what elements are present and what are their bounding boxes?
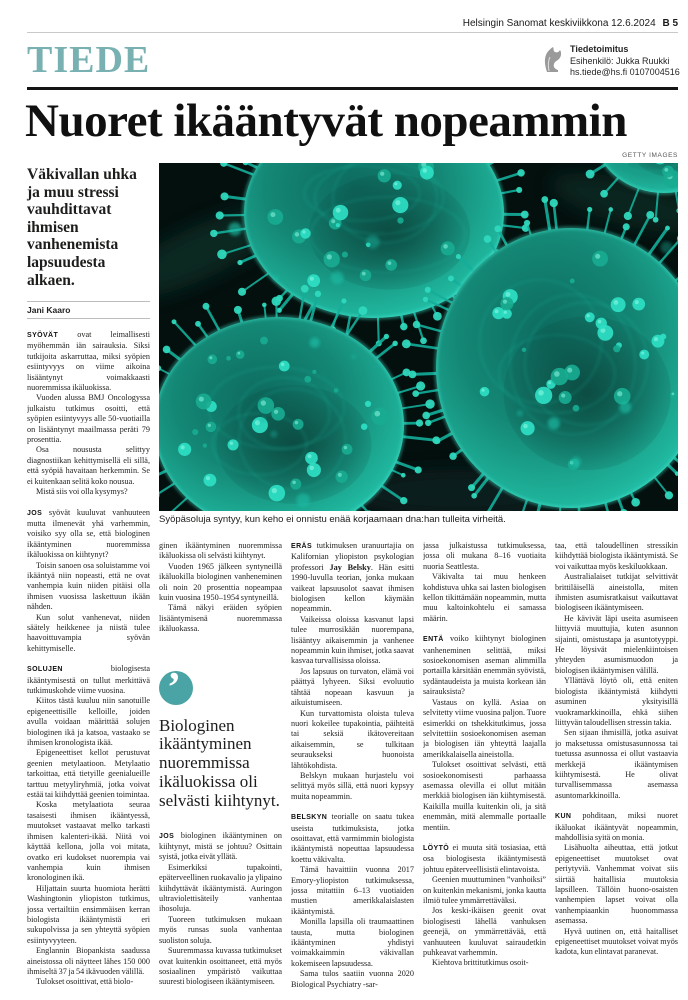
body-paragraph: KUN pohditaan, miksi nuoret ikäluokat ikääntyvät nopeammin, mahdollisia syitä on monia. — [555, 811, 678, 842]
body-paragraph: Toisin sanoen osa soluistamme voi ikääntyä niin nopeasti, että ne ovat vanhempia kuin niiden pitäisi olla ihmisen vuosissa laskettuun ikään nähden. — [27, 560, 150, 612]
body-paragraph: Tämä näkyi eräiden syöpien lisääntymisenä nuoremmassa ikäluokassa. — [159, 603, 282, 634]
body-paragraph: Epigeneettiset kellot perustuvat geenien metylaatioon. Metylaatio tarkoittaa, että tietyille geenialueille tarttuu metyyliryhmiä, jotka voivat estää tai kiihdyttää geenien toimintaa. — [27, 748, 150, 800]
body-paragraph: Vuoden alussa BMJ Oncologyssa julkaistu tutkimus osoitti, että syöpien esiintyvyys alle 50-vuotiailla on lisääntynyt maailmassa peräti 79 prosenttia. — [27, 393, 150, 445]
body-paragraph: Väkivalta tai muu henkeen kohdistuva uhka sai lasten biologisen kellon tikittämään nopeammin, mutta muu kaltoinkohtelu ei samassa määrin. — [423, 572, 546, 623]
body-column-4 — [423, 541, 546, 990]
body-paragraph: Jos keski-ikäisen geenit ovat biologisesti lähellä vanhuksen geenejä, on ymmärrettävää, että vanhuuteen kuuluvat sairaudetkin puhkeavat varhemmin. — [423, 906, 546, 958]
body-column-5 — [555, 541, 678, 990]
masthead-rule-thick — [27, 87, 678, 90]
byline-rule-bottom — [27, 318, 150, 319]
paragraph-lead: ERÄS — [291, 543, 313, 550]
department-name: Tiedetoimitus — [570, 44, 629, 54]
quote-icon — [159, 671, 193, 705]
body-paragraph: Englannin Biopankista saadussa aineistossa oli näytteet lähes 150 000 ihmiseltä 37 ja 54 ikävuoden välillä. — [27, 946, 150, 976]
body-paragraph: Tuoreen tutkimuksen mukaan myös runsas suola vanhentaa suoliston soluja. — [159, 914, 282, 945]
body-paragraph: SYÖVÄT ovat leimallisesti myöhemmän iän sairauksia. Siksi tutkijoita askarruttaa, miksi syöpien esiintyvyys on viime aikoina lisääntynyt voimakkaasti nuoremmissa ikäluokissa. — [27, 330, 150, 393]
body-paragraph: ERÄS tutkimuksen uranuurtajia on Kalifornian yliopiston psykologian professori Jay Belsky. Hän esitti 1990-luvulla teorian, jonka mukaan vaikeat lapsuusolot saavat ihmisen biologisen kellon käymään nopeammin. — [291, 541, 414, 614]
edition-text: Helsingin Sanomat keskiviikkona 12.6.2024 — [462, 18, 656, 29]
photo-credit: GETTY IMAGES — [622, 152, 678, 159]
body-paragraph: Jos lapsuus on turvaton, elämä voi päättyä lyhyeen. Siksi evoluutio tähtää nopeaan kasvuun ja aikuistumiseen. — [291, 666, 414, 708]
paragraph-lead: LÖYTÖ — [423, 844, 450, 852]
paragraph-lead: KUN — [555, 813, 572, 821]
body-paragraph: Hyvä uutinen on, että haitalliset epigeneettiset muutokset voivat myös kadota, kun elintavat paranevat. — [555, 926, 678, 957]
bottom-columns — [159, 541, 678, 990]
section-title: TIEDE — [27, 39, 151, 81]
body-paragraph: Koska metylaatiota seuraa tasaisesti ihmisen ikääntyessä, muutokset vastaavat melko tarkasti ihmisen kalenteri-ikää. Niitä voi käyttää kellona, jolla voi mitata, ovatko eri kudokset nuorempia vai vanhempia kuin ihmisen kronologinen ikä. — [27, 800, 150, 883]
body-column-2 — [159, 541, 282, 990]
photo-caption: Syöpäsoluja syntyy, kun keho ei onnistu enää korjaamaan dna:han tulleita virheitä. — [159, 514, 506, 525]
department-editor: Esihenkilö: Jukka Ruukki — [570, 55, 670, 66]
body-column-3 — [291, 541, 414, 990]
edition-line — [27, 18, 678, 29]
body-paragraph: ENTÄ voiko kiihtynyt biologinen vanheneminen selittää, miksi sosioekonomisen aseman alimmilla portailla kärsitään enemmän syövistä, sydäntaudeista ja muista korkean iän sairauksista? — [423, 634, 546, 697]
body-paragraph: Mistä siis voi olla kysymys? — [36, 487, 128, 497]
body-paragraph: JOS biologinen ikääntyminen on kiihtynyt, mistä se johtuu? Osittain syistä, jotka eivät yllätä. — [159, 830, 282, 862]
body-paragraph: Belskyn mukaan hurjastelu voi selittyä myös sillä, että nuori kypsyy muita nopeammin. — [291, 770, 414, 801]
body-paragraph: He kävivät läpi useita asumiseen liittyviä muuttujia, kuten asunnon sijainti, omistustapa ja asuntotyyppi. He löysivät mielenkiintoisen yhteyden asumismuodon ja biologisen ikääntymisen välillä. — [555, 613, 678, 675]
body-paragraph: LÖYTÖ ei muuta sitä tosiasiaa, että osa biologisesta ikääntymisestä johtuu epäterveellisistä elintavoista. — [423, 842, 546, 874]
paragraph-lead: BELSKYN — [291, 814, 328, 822]
article-headline: Nuoret ikääntyvät nopeammin — [25, 95, 627, 147]
body-paragraph: jassa julkaistussa tutkimuksessa, jossa oli mukana 8–16 vuotiaita nuoria Seattlesta. — [423, 541, 546, 571]
body-paragraph: taa, että taloudellinen stressikin kiihdyttää biologista ikääntymistä. Se voi vaikuttaa myös keskiluokkaan. — [555, 541, 678, 571]
department-contact: hs.tiede@hs.fi 0107004516 — [570, 67, 680, 77]
byline: Jani Kaaro — [27, 305, 71, 315]
body-paragraph: Geenien muuttuminen ”vanhoiksi” on kuitenkin mekanismi, jonka kautta ilmiö tulee ymmärrettäväksi. — [423, 875, 546, 905]
body-paragraph: Kiitos tästä kuuluu niin sanotuille epigeneettisille kelloille, joiden avulla voidaan määrittää solujen biologinen ikä ja katsoa, vastaako se ihmisen kronologista ikää. — [27, 696, 150, 748]
body-paragraph: ginen ikääntyminen nuoremmissa ikäluokissa oli selvästi kiihtynyt. — [159, 541, 282, 561]
body-paragraph: Vuoden 1965 jälkeen syntyneillä ikäluokilla biologinen vanheneminen oli noin 20 prosenttia nopeampaa kuin vuosina 1950–1954 syntyneillä. — [159, 561, 282, 603]
body-paragraph: Tulokset osoittivat, että biolo- — [36, 977, 134, 987]
body-paragraph: Esimerkiksi tupakointi, epäterveellinen ruokavalio ja ylipaino kiihdyttävät ikääntymistä. Auringon ultraviolettisäteily vanhentaa ihosoluja. — [159, 862, 282, 914]
body-paragraph: Suuremmassa kuvassa tutkimukset ovat kuitenkin osoittaneet, että myös sosiaalinen ympäristö vaikuttaa suuresti biologiseen ikääntymiseen. — [159, 946, 282, 987]
body-paragraph: Tämä havaittiin vuonna 2017 Emory-yliopiston tutkimuksessa, jossa mitattiin 6–13 vuotiaiden mustien amerikkalaislasten ikääntymistä. — [291, 865, 414, 916]
column-2-top — [159, 541, 282, 635]
paragraph-lead: JOS — [159, 832, 175, 840]
column-2-bottom — [159, 831, 282, 988]
body-paragraph: SOLUJEN biologisesta ikääntymisestä on tullut merkittävä tutkimuskohde viime vuosina. — [27, 664, 150, 695]
pull-quote-text: Biologinen ikääntyminen nuoremmissa ikäluokissa oli selvästi kiihtynyt. — [159, 715, 280, 810]
cancer-cells-illustration — [159, 163, 678, 511]
department-block — [570, 44, 680, 79]
hs-lion-crest-icon — [541, 44, 565, 74]
body-paragraph: Hiljattain suurta huomiota herätti Washingtonin yliopiston tutkimus, jossa vertailtiin ensimmäisen kerran biologista ikääntymistä eri sukupolvissa ja sen yhteyttä syöpien esiintyvyyteen. — [27, 883, 150, 945]
masthead-rule-thin — [27, 32, 678, 33]
paragraph-lead: SYÖVÄT — [27, 332, 59, 339]
body-paragraph: Monilla lapsilla oli traumaattinen tausta, mutta biologinen ikääntyminen yhdistyi voimakkaimmin väkivallan kokemiseen lapsuudessa. — [291, 917, 414, 968]
body-paragraph: Yllättävä löytö oli, että eniten biologista ikääntymistä kiihdytti asuminen yksityisillä vuokramarkkinoilla, ehkä siihen liittyvän taloudellisen stressin takia. — [555, 676, 678, 727]
paragraph-lead: JOS — [27, 509, 43, 517]
body-paragraph: Vastaus on kyllä. Asiaa on selvitetty viime vuosina paljon. Tuore esimerkki on tshekkitutkimus, jossa selvitettiin sosioekonomisen aseman ja biologisen iän yhteyttä laajalla amerikkalaisella aineistolla. — [423, 697, 546, 759]
body-paragraph: Kiehtova brittitutkimus osoit- — [432, 958, 529, 968]
standfirst: Väkivallan uhka ja muu stressi vauhdittavat ihmisen vanhenemista lapsuudesta alkaen. — [27, 166, 137, 289]
body-paragraph: Sen sijaan ihmisillä, jotka asuivat jo maksetussa omistusasunnossa tai tuetussa asunnossa ei ollut vastaavia merkkejä ikääntymisen kiihtymisestä. He olivat turvallisemmassa asemassa asuntomarkkinoilla. — [555, 728, 678, 800]
body-paragraph: Kun solut vanhenevat, niiden säätely heikkenee ja niistä tulee haavoittuvampia syövän kehittymiselle. — [27, 612, 150, 653]
body-column-1 — [27, 330, 150, 992]
body-paragraph: Osa noususta selittyy diagnostiikan kehittymisellä eli sillä, että syöpiä havaitaan herkemmin. Se ei kuitenkaan selitä koko nousua. — [27, 445, 150, 486]
body-paragraph: Sama tulos saatiin vuonna 2020 Biological Psychiatry -sar- — [291, 969, 414, 989]
body-paragraph: Tulokset osoittivat selvästi, että sosioekonomisesti parhaassa asemassa olevilla ei ollut mitään merkkiä biologisen iän kiihtymisestä. Kaikilla muilla kuitenkin oli, ja sitä enemmän, mitä alemmalle portaalle mentiin. — [423, 760, 546, 832]
body-paragraph: JOS syövät kuuluvat vanhuuteen mutta ilmenevät yhä varhemmin, voisiko syy olla se, että biologinen ikääntyminen nuoremmissa ikäluokissa on kiihtynyt? — [27, 507, 150, 560]
pull-quote — [159, 671, 282, 811]
page-number: B 5 — [662, 18, 678, 29]
body-paragraph: Vaikeissa oloissa kasvanut lapsi tulee murrosikään nuorempana, lisääntyy aikaisemmin ja vanhenee nopeammin kuin ihmiset, jotka saavat kasvaa turvallisissa oloissa. — [291, 614, 414, 666]
article-photo — [159, 163, 678, 511]
paragraph-lead: ENTÄ — [423, 636, 444, 644]
paragraph-lead: SOLUJEN — [27, 666, 63, 674]
body-paragraph: Lisähuolta aiheuttaa, että jotkut epigeneettiset muutokset ovat periytyviä. Vanhemmat voivat siis siirtää haitallisia muutoksia lapsilleen. Tällöin huono-osaisten vanhempien lapset voivat olla vanhempiaankin huonommassa asemassa. — [555, 843, 678, 926]
byline-block — [27, 301, 150, 319]
body-paragraph: Australialaiset tutkijat selvittivät brittiläisellä aineistolla, miten ihmisten asumisratkaisut vaikuttavat biologiseen ikääntymiseen. — [555, 572, 678, 613]
body-paragraph: BELSKYN teorialle on saatu tukea useista tutkimuksista, jotka osoittavat, että varmimmin biologista ikääntymistä nopeuttaa lapsuudessa koettu väkivalta. — [291, 812, 414, 864]
body-paragraph: Kun turvattomista oloista tuleva nuori kokeilee tupakointia, päihteitä tai seksiä ikätovereitaan aikaisemmin, se tulkitaan seuraukseksi huonoista lähtökohdista. — [291, 708, 414, 770]
